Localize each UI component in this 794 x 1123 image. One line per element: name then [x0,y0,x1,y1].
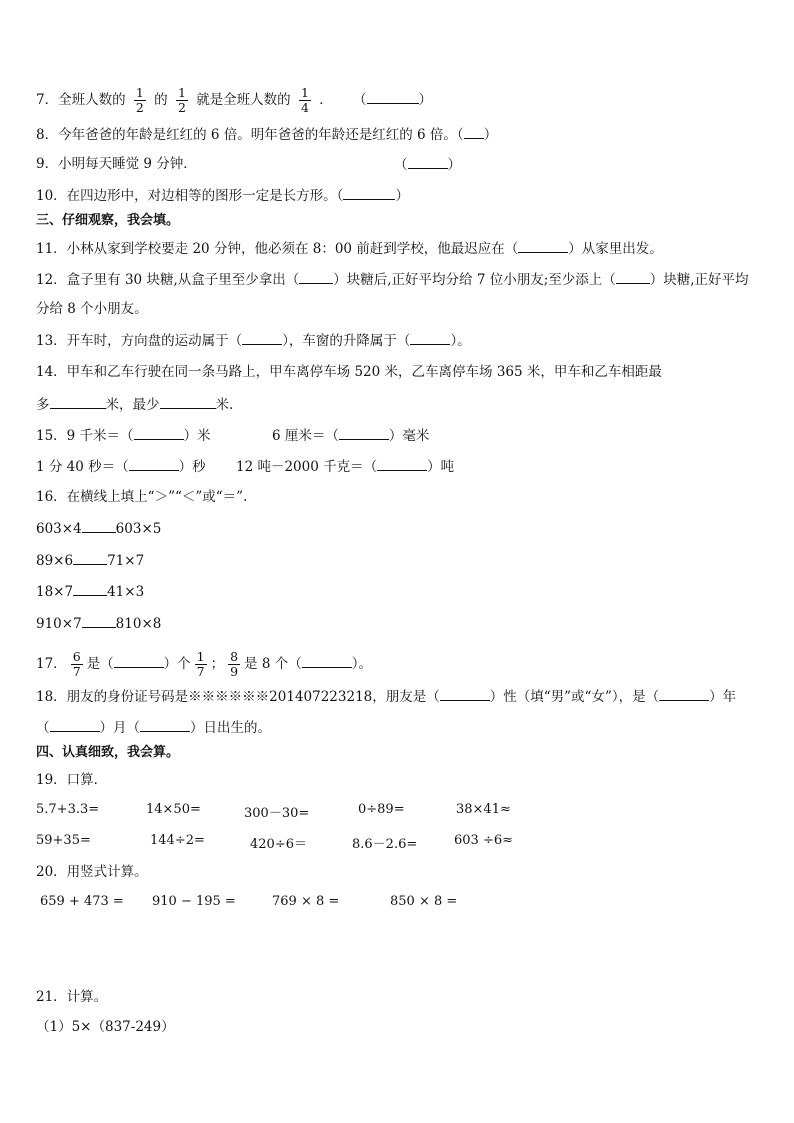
denominator: 9 [230,664,239,679]
answer-blank[interactable] [140,717,190,732]
answer-blank[interactable] [129,456,179,471]
q14-text: 米，最少 [105,397,160,413]
q7-text: ． [319,92,333,108]
q18-text: ）年 [709,689,737,705]
q17-text: 是（ [86,656,114,672]
compare-right: 810×8 [115,616,162,632]
paren: ） [447,157,461,173]
q15-text: ）米 [183,428,211,444]
answer-blank[interactable] [73,550,107,565]
answer-blank[interactable] [114,653,164,668]
q21-item-1: （1）5×（837-249） [36,1019,175,1035]
answer-blank[interactable] [82,518,116,533]
question-14-cont [36,394,233,415]
answer-blank[interactable] [82,613,116,628]
numerator: 1 [177,85,186,100]
q18-text: ）性（填“男”或“女”），是（ [489,689,660,705]
answer-blank[interactable] [299,269,333,284]
q9-text: 9．小明每天睡觉 9 分钟． [36,156,197,172]
fraction [71,650,83,679]
paren: ） [418,92,433,108]
mental-math-item: 5.7+3.3= [36,802,100,817]
compare-right: 41×3 [107,584,145,600]
question-17 [36,650,372,679]
section-4-heading: 四、认真细致，我会算。 [36,745,180,760]
q7-text: 的 [154,92,168,108]
mental-math-item: 603 ÷6≈ [454,833,514,848]
mental-math-item: 38×41≈ [456,802,511,817]
q14-text: 米. [215,397,234,413]
answer-blank[interactable] [367,89,419,104]
answer-blank[interactable] [659,686,709,701]
q13-text: 13．开车时，方向盘的运动属于（ [36,333,243,349]
answer-blank[interactable] [377,456,427,471]
denominator: 2 [135,100,144,115]
compare-left: 910×7 [36,616,82,632]
q15-text: ）毫米 [388,428,430,444]
answer-blank[interactable] [464,124,484,139]
denominator: 4 [300,100,309,115]
q12-text: ）块糖,正好平均 [649,272,749,288]
q15-text: ）秒 [178,459,206,475]
answer-blank[interactable] [50,717,100,732]
question-14: 14．甲车和乙车行驶在同一条马路上，甲车离停车场 520 米，乙车离停车场 365 米，甲车和乙车相距最 [36,364,662,380]
compare-left: 89×6 [36,553,74,569]
mental-math-item: 144÷2= [150,833,205,848]
question-20: 20．用竖式计算。 [36,864,148,880]
question-21: 21．计算。 [36,989,108,1005]
vertical-calc-item: 850 × 8 = [390,894,458,909]
answer-blank[interactable] [343,185,395,200]
q18-text: ）日出生的。 [190,720,271,736]
q15-text: ）吨 [427,459,455,475]
q17-text: 是 8 个（ [244,656,302,672]
q18-text: 18．朋友的身份证号码是※※※※※※201407223218，朋友是（ [36,689,440,705]
answer-blank[interactable] [408,154,448,169]
fraction [228,650,240,679]
q8-text: ） [483,127,498,143]
numerator: 8 [230,649,239,664]
q15-part-d [236,456,454,477]
denominator: 7 [72,664,81,679]
compare-row [36,613,161,634]
q12-text: 12．盒子里有 30 块糖,从盒子里至少拿出（ [36,272,300,288]
q13-text: ）。 [450,333,471,349]
q15-part-b [272,425,429,446]
q10-text: ） [395,188,409,204]
answer-blank[interactable] [339,425,389,440]
compare-row [36,518,161,539]
question-11 [36,238,663,259]
compare-row [36,581,144,602]
answer-blank[interactable] [242,330,282,345]
mental-math-item: 8.6－2.6= [352,837,418,852]
mental-math-item: 14×50= [146,802,201,817]
fraction [176,86,188,115]
q9-answer [394,154,461,175]
question-15-row2 [36,456,455,477]
vertical-calc-item: 910 − 195 = [152,894,236,909]
q11-text: 11．小林从家到学校要走 20 分钟，他必须在 8：00 前赶到学校，他最迟应在（ [36,241,519,257]
q17-text: ）个 [163,656,191,672]
numerator: 1 [300,85,309,100]
question-18 [36,686,736,707]
compare-right: 603×5 [115,521,162,537]
q17-text: 17． [36,656,67,672]
question-10 [36,185,409,206]
mental-math-item: 59+35= [36,833,91,848]
answer-blank[interactable] [50,394,106,409]
q15-text: 1 分 40 秒＝（ [36,459,129,475]
question-9 [36,154,461,174]
question-19: 19．口算． [36,772,108,788]
q10-text: 10．在四边形中，对边相等的图形一定是长方形。（ [36,188,344,204]
answer-blank[interactable] [440,686,490,701]
answer-blank[interactable] [616,269,650,284]
numerator: 6 [72,649,81,664]
question-12-cont: 分给 8 个小朋友。 [36,301,148,317]
denominator: 7 [196,664,205,679]
section-3-heading: 三、仔细观察，我会填。 [36,213,180,228]
compare-left: 18×7 [36,584,74,600]
question-15-row1 [36,425,430,446]
q17-text: ； [210,656,225,672]
question-16: 16．在横线上填上“＞”“＜”或“＝”. [36,489,248,505]
q13-text: ），车窗的升降属于（ [282,333,411,349]
answer-blank[interactable] [302,653,352,668]
question-7 [36,86,432,115]
fraction [134,86,146,115]
mental-math-item: 0÷89= [358,802,405,817]
q18-text: （ [36,720,50,736]
q18-text: ）月（ [99,720,140,736]
numerator: 1 [135,85,144,100]
question-18-cont [36,717,271,738]
q8-text: 8．今年爸爸的年龄是红红的 6 倍。明年爸爸的年龄还是红红的 6 倍。（ [36,127,464,143]
q17-text: ）。 [351,656,372,672]
denominator: 2 [177,100,186,115]
answer-blank[interactable] [160,394,216,409]
q7-text: 7．全班人数的 [36,92,126,108]
mental-math-item: 420÷6＝ [250,837,307,852]
compare-row [36,550,144,571]
question-12 [36,269,749,290]
mental-math-item: 300－30= [244,806,310,821]
q15-text: 12 吨－2000 千克＝（ [236,459,378,475]
q12-text: ）块糖后,正好平均分给 7 位小朋友;至少添上（ [333,272,616,288]
q7-text: 就是全班人数的 [196,92,291,108]
answer-blank[interactable] [518,238,568,253]
answer-blank[interactable] [134,425,184,440]
answer-blank[interactable] [410,330,450,345]
question-13 [36,330,471,351]
vertical-calc-item: 659 + 473 = [40,894,124,909]
compare-left: 603×4 [36,521,82,537]
fraction [195,650,207,679]
q15-text: 15．9 千米＝（ [36,428,134,444]
q15-text: 6 厘米＝（ [272,428,339,444]
q11-text: ）从家里出发。 [568,241,663,257]
answer-blank[interactable] [73,581,107,596]
compare-right: 71×7 [107,553,145,569]
numerator: 1 [196,649,205,664]
vertical-calc-item: 769 × 8 = [272,894,340,909]
fraction [299,86,311,115]
paren: （ [353,92,367,108]
question-8 [36,124,497,145]
q14-text: 多 [36,397,50,413]
paren: （ [394,157,408,173]
